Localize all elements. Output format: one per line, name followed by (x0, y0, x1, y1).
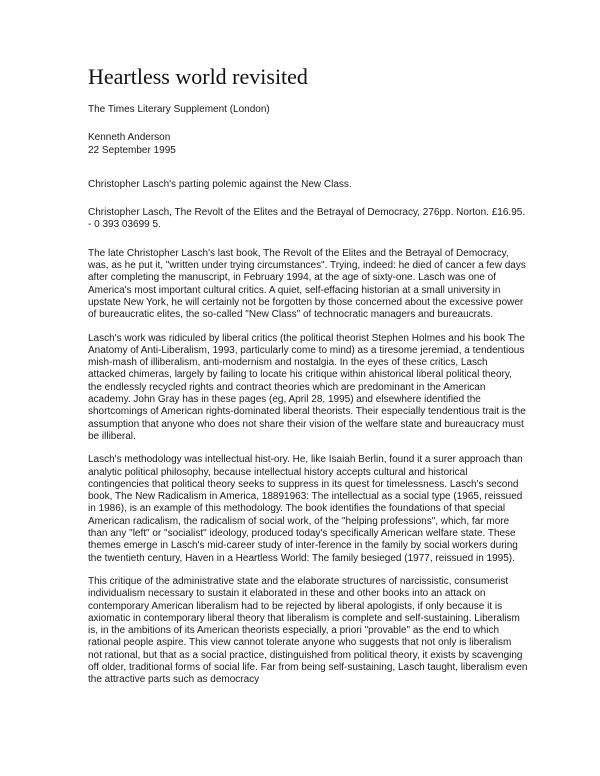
body-paragraph-2: Lasch's work was ridiculed by liberal critics (the political theorist Stephen Holmes and his book The Anatomy of Anti-Liberalism, 1993, particularly come to mind) as a tiresome jeremiad, a tendentious mish-mash of illiberalism, anti-modernism and nostalgia. In the eyes of these critics, Lasch attacked chimeras, largely by failing to locate his critique within ahistorical liberal political theory, the endlessly recycled rights and contract theories which are predominant in the American academy. John Gray has in these pages (eg, April 28, 1995) and elsewhere identified the shortcomings of American rights-dominated liberal theorists. Their especially tendentious trait is the assumption that anyone who does not share their vision of the welfare state and bureaucracy must be illiberal. (88, 332, 526, 442)
publication-name: The Times Literary Supplement (London) (88, 104, 270, 115)
body-paragraph-1: The late Christopher Lasch's last book, The Revolt of the Elites and the Betrayal of Democracy, was, as he put it, "written under trying circumstances". Trying, indeed: he died of cancer a few days after completing the manuscript, in February 1994, at the age of sixty-one. Lasch was one of America's most important cultural critics. A quiet, self-effacing historian at a small university in upstate New York, he will certainly not be forgotten by those concerned about the excessive power of bureaucratic elites, the so-called "New Class" of technocratic managers and bureaucrats. (88, 247, 526, 321)
body-paragraph-4: This critique of the administrative state and the elaborate structures of narcissistic, consumerist individualism necessary to sustain it elaborated in these and other books into an attack on contemporary American liberalism had to be rejected by liberal apologists, if only because it is axiomatic in contemporary liberal theory that liberalism is complete and self-sustaining. Liberalism is, in the ambitions of its American theorists especially, a priori "provable" as the end to which rational people aspire. This view cannot tolerate anyone who suggests that not only is liberalism not rational, but that as a social practice, distinguished from political theory, it exists by scavenging off older, traditional forms of social life. Far from being self-sustaining, Lasch taught, liberalism even the attractive parts such as democracy (88, 575, 528, 686)
book-info: Christopher Lasch, The Revolt of the Elites and the Betrayal of Democracy, 276pp. Norton. £16.95. - 0 393 03699 5. (88, 207, 526, 231)
article-page (88, 64, 528, 698)
body-paragraph-3: Lasch's methodology was intellectual hist-ory. He, like Isaiah Berlin, found it a surer approach than analytic political philosophy, because intellectual history accepts cultural and historical contingencies that political theory seeks to suppress in its quest for timelessness. Lasch's second book, The New Radicalism in America, 18891963: The intellectual as a social type (1965, reissued in 1986), is an example of this methodology. The book identifies the foundations of that special American radicalism, the radicalism of social work, of the "helping professions", which, far more than any "left" or "socialist" ideology, produced today's specifically American welfare state. These themes emerge in Lasch's mid-career study of inter-ference in the family by social workers during the twentieth century, Haven in a Heartless World: The family besieged (1977, reissued in 1995). (88, 454, 523, 564)
publication-block (88, 104, 528, 116)
author-name: Kenneth Anderson (88, 132, 171, 144)
byline-block (88, 132, 528, 157)
article-title: Heartless world revisited (88, 64, 308, 89)
publication-date: 22 September 1995 (88, 144, 176, 156)
article-subtitle: Christopher Lasch's parting polemic against the New Class. (88, 178, 352, 190)
